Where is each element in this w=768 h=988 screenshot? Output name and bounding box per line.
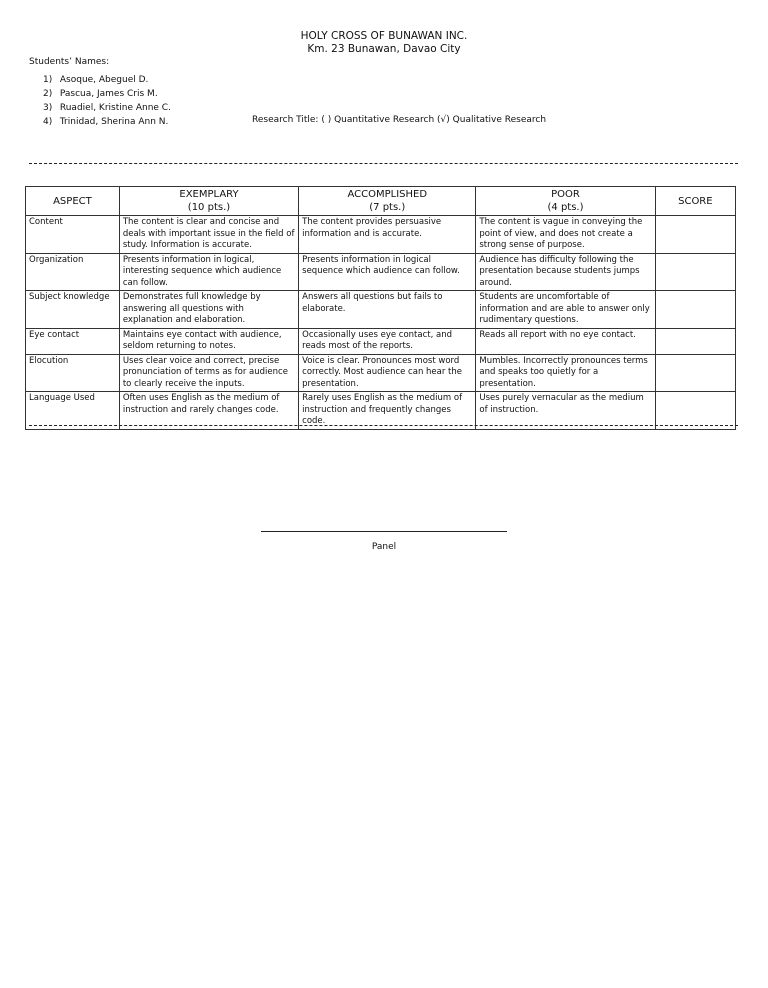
panel-label: Panel <box>371 542 397 552</box>
student-item: 2) Pascua, James Cris M. <box>43 89 158 99</box>
accomplished-cell: Occasionally uses eye contact, and reads most of the reports. <box>299 328 476 354</box>
exemplary-cell: Presents information in logical, interesting sequence which audience can follow. <box>119 253 298 291</box>
rubric-table <box>25 186 736 430</box>
bottom-divider <box>29 425 738 426</box>
table-row <box>26 253 736 291</box>
poor-cell: Reads all report with no eye contact. <box>476 328 655 354</box>
student-name: Ruadiel, Kristine Anne C. <box>59 103 171 113</box>
poor-cell: Mumbles. Incorrectly pronounces terms and speaks too quietly for a presentation. <box>476 354 655 392</box>
exemplary-cell: The content is clear and concise and deals with important issue in the field of study. Information is accurate. <box>119 216 298 254</box>
score-cell <box>655 328 735 354</box>
students-label: Students’ Names: <box>29 57 110 67</box>
student-name: Trinidad, Sherina Ann N. <box>59 117 169 127</box>
header-accomplished: ACCOMPLISHED (7 pts.) <box>299 187 476 216</box>
aspect-cell: Subject knowledge <box>26 291 120 329</box>
aspect-cell: Content <box>26 216 120 254</box>
aspect-cell: Elocution <box>26 354 120 392</box>
score-cell <box>655 216 735 254</box>
top-divider <box>29 163 738 164</box>
rubric-header-row <box>26 187 736 216</box>
header-score: SCORE <box>655 187 735 216</box>
student-list <box>43 73 171 129</box>
header-poor: POOR (4 pts.) <box>476 187 655 216</box>
table-row <box>26 291 736 329</box>
score-cell <box>655 291 735 329</box>
score-cell <box>655 354 735 392</box>
aspect-cell: Eye contact <box>26 328 120 354</box>
exemplary-cell: Often uses English as the medium of instruction and rarely changes code. <box>119 392 298 430</box>
aspect-cell: Organization <box>26 253 120 291</box>
poor-cell: Audience has difficulty following the presentation because students jumps around. <box>476 253 655 291</box>
table-row <box>26 354 736 392</box>
table-row <box>26 216 736 254</box>
aspect-cell: Language Used <box>26 392 120 430</box>
student-item: 4) Trinidad, Sherina Ann N. <box>43 117 169 127</box>
table-row <box>26 328 736 354</box>
accomplished-cell: Presents information in logical sequence which audience can follow. <box>299 253 476 291</box>
poor-cell: The content is vague in conveying the point of view, and does not create a strong sense of purpose. <box>476 216 655 254</box>
score-cell <box>655 392 735 430</box>
document-header <box>0 30 768 56</box>
student-name: Pascua, James Cris M. <box>59 89 158 99</box>
school-address: Km. 23 Bunawan, Davao City <box>307 43 461 55</box>
poor-cell: Uses purely vernacular as the medium of instruction. <box>476 392 655 430</box>
exemplary-cell: Maintains eye contact with audience, seldom returning to notes. <box>119 328 298 354</box>
accomplished-cell: Voice is clear. Pronounces most word correctly. Most audience can hear the presentation. <box>299 354 476 392</box>
student-item: 3) Ruadiel, Kristine Anne C. <box>43 103 171 113</box>
poor-cell: Students are uncomfortable of information and are able to answer only rudimentary questions. <box>476 291 655 329</box>
header-exemplary: EXEMPLARY (10 pts.) <box>119 187 298 216</box>
accomplished-cell: Answers all questions but fails to elaborate. <box>299 291 476 329</box>
accomplished-cell: The content provides persuasive information and is accurate. <box>299 216 476 254</box>
header-aspect: ASPECT <box>26 187 120 216</box>
exemplary-cell: Demonstrates full knowledge by answering all questions with explanation and elaboration. <box>119 291 298 329</box>
accomplished-cell: Rarely uses English as the medium of instruction and frequently changes code. <box>299 392 476 430</box>
exemplary-cell: Uses clear voice and correct, precise pronunciation of terms as for audience to clearly receive the inputs. <box>119 354 298 392</box>
student-item: 1) Asoque, Abeguel D. <box>43 75 149 85</box>
signature-line <box>261 531 507 532</box>
table-row <box>26 392 736 430</box>
school-name: HOLY CROSS OF BUNAWAN INC. <box>300 30 468 42</box>
score-cell <box>655 253 735 291</box>
research-title: Research Title: ( ) Quantitative Research (√) Qualitative Research <box>252 115 547 125</box>
student-name: Asoque, Abeguel D. <box>59 75 149 85</box>
